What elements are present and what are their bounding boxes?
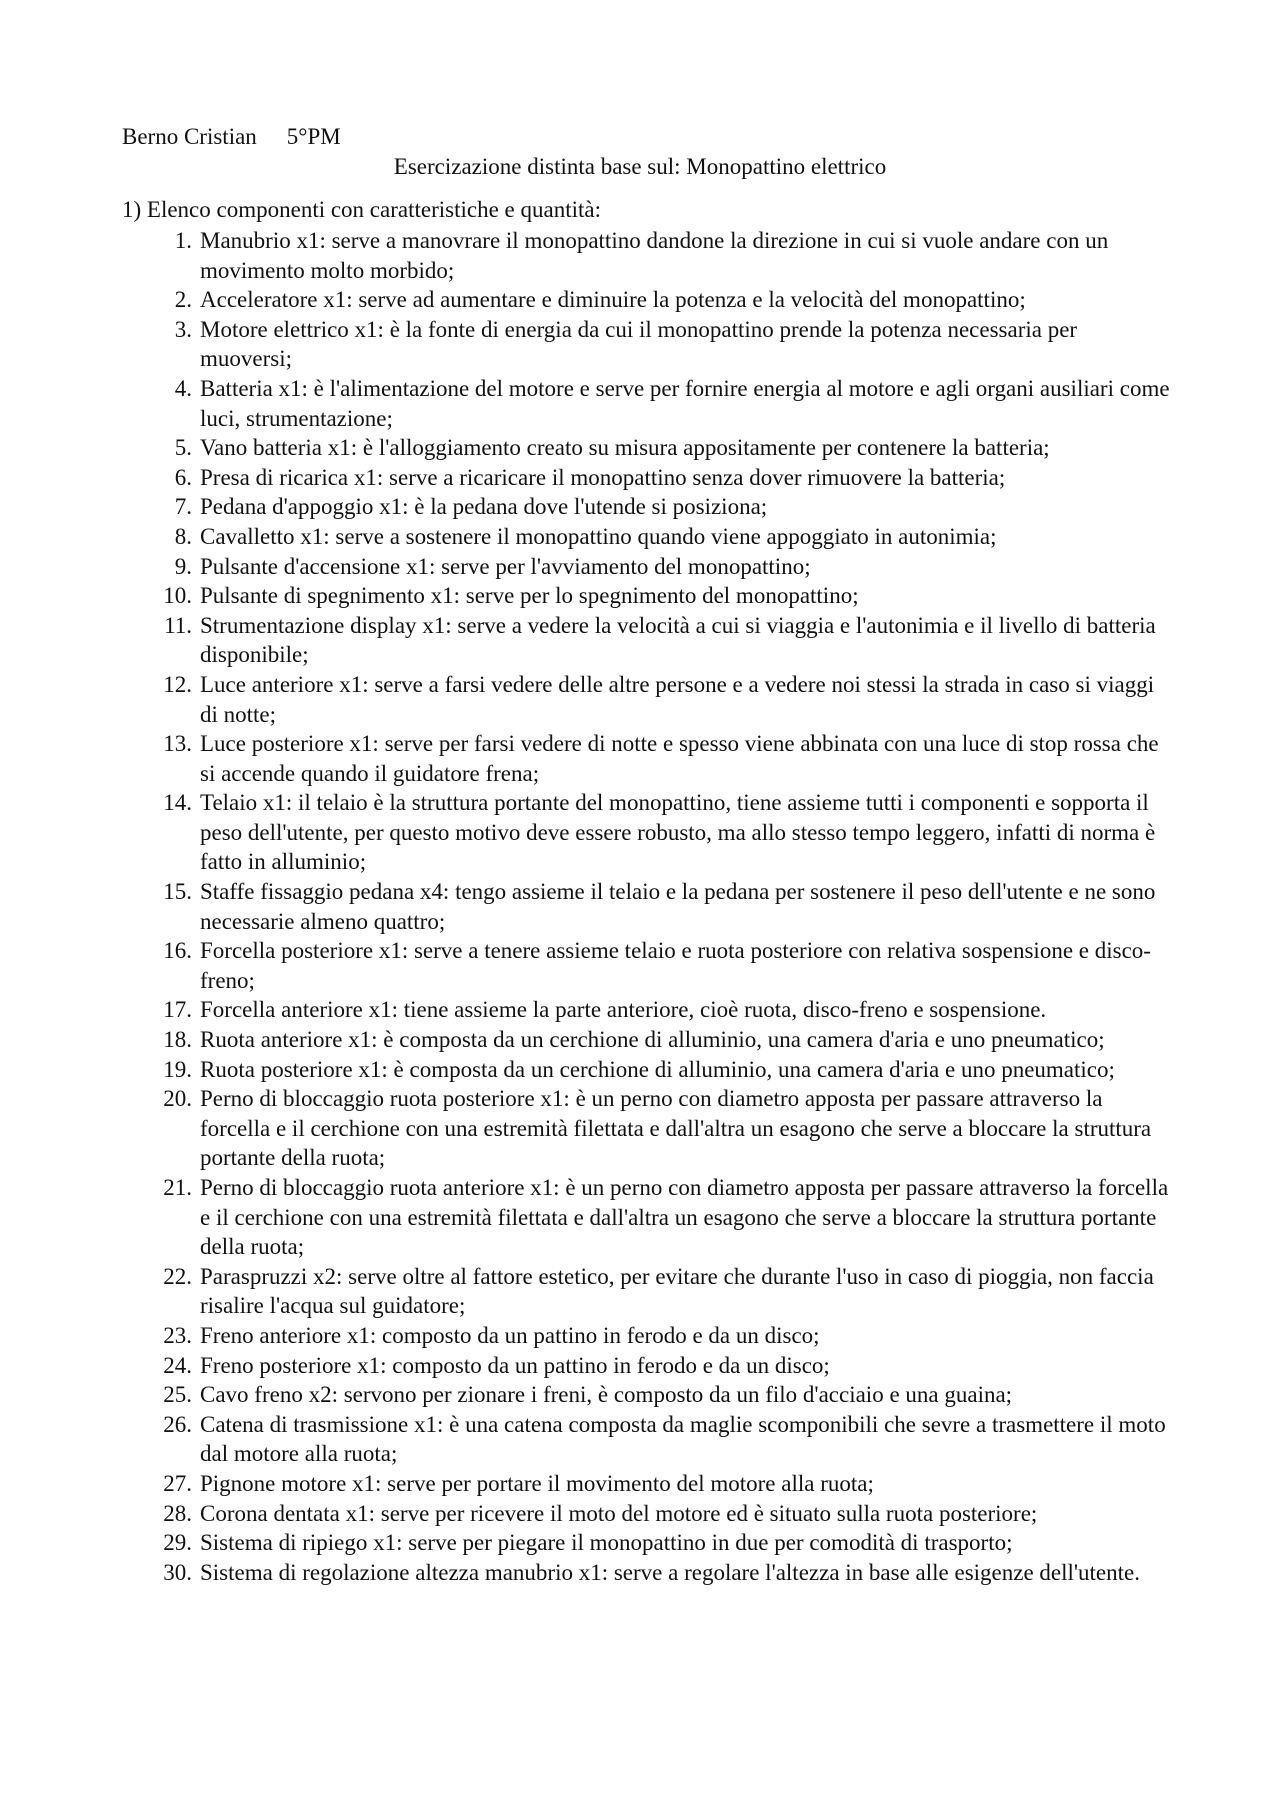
list-item-number: 6. — [174, 464, 192, 490]
list-item-number: 23. — [163, 1322, 192, 1348]
list-item-number: 12. — [163, 671, 192, 697]
list-item-number: 30. — [163, 1559, 192, 1585]
list-item-text: Cavo freno x2: servono per zionare i freni, è composto da un filo d'acciaio e una guaina; — [200, 1382, 1013, 1408]
list-item — [163, 995, 1170, 1025]
list-item-text: Ruota anteriore x1: è composta da un cerchione di alluminio, una camera d'aria e uno pneumatico; — [200, 1027, 1105, 1053]
list-item-text: Pedana d'appoggio x1: è la pedana dove l'utende si posiziona; — [200, 494, 768, 520]
list-item — [174, 492, 1170, 522]
list-item-number: 22. — [163, 1263, 192, 1289]
section-heading: 1) Elenco componenti con caratteristiche e quantità: — [122, 197, 601, 222]
list-item-number: 2. — [174, 287, 192, 313]
list-item-number: 27. — [163, 1470, 192, 1496]
list-item-text: Sistema di ripiego x1: serve per piegare il monopattino in due per comodità di trasporto; — [200, 1530, 1013, 1556]
document-title — [0, 152, 1280, 182]
list-item — [163, 1499, 1170, 1529]
list-item-number: 24. — [163, 1352, 192, 1378]
list-item-number: 19. — [163, 1056, 192, 1082]
list-item-text: Forcella anteriore x1: tiene assieme la parte anteriore, cioè ruota, disco-freno e sospensione. — [200, 997, 1047, 1023]
list-item — [163, 936, 1170, 995]
list-item — [163, 670, 1170, 729]
list-item — [174, 552, 1170, 582]
author-line — [122, 122, 341, 152]
list-item — [163, 1262, 1170, 1321]
list-item — [174, 522, 1170, 552]
class-label: 5°PM — [286, 124, 341, 149]
list-item-number: 13. — [163, 731, 192, 757]
list-item-number: 16. — [163, 938, 192, 964]
list-item — [163, 788, 1170, 877]
list-item — [163, 729, 1170, 788]
list-item-number: 3. — [174, 316, 192, 342]
list-item-number: 11. — [164, 612, 192, 638]
list-item-text: Catena di trasmissione x1: è una catena composta da maglie scomponibili che sevre a trasmettere il moto dal motore alla ruota; — [200, 1411, 1166, 1467]
list-item-number: 18. — [163, 1027, 192, 1053]
list-item-text: Freno posteriore x1: composto da un pattino in ferodo e da un disco; — [200, 1352, 830, 1378]
list-item-text: Luce anteriore x1: serve a farsi vedere delle altre persone e a vedere noi stessi la strada in caso si viaggi di notte; — [200, 671, 1155, 727]
list-item — [174, 285, 1170, 315]
list-item-text: Motore elettrico x1: è la fonte di energia da cui il monopattino prende la potenza necessaria per muoversi; — [200, 316, 1078, 372]
list-item-text: Strumentazione display x1: serve a vedere la velocità a cui si viaggia e l'autonimia e il livello di batteria disponibile; — [200, 612, 1156, 668]
list-item — [163, 581, 1170, 611]
list-item-number: 4. — [174, 375, 192, 401]
components-list — [163, 226, 1170, 1587]
list-item-text: Batteria x1: è l'alimentazione del motore e serve per fornire energia al motore e agli organi ausiliari come luci, strumentazione; — [200, 375, 1170, 431]
list-item-text: Staffe fissaggio pedana x4: tengo assieme il telaio e la pedana per sostenere il peso dell'utente e ne sono necessarie almeno quattro; — [200, 879, 1156, 934]
list-item-text: Pignone motore x1: serve per portare il movimento del motore alla ruota; — [200, 1470, 874, 1496]
list-item-number: 17. — [163, 997, 192, 1023]
list-item-text: Sistema di regolazione altezza manubrio x1: serve a regolare l'altezza in base alle esigenze dell'utente. — [200, 1559, 1140, 1585]
list-item — [163, 1084, 1170, 1173]
list-item — [163, 1528, 1170, 1558]
list-item-text: Acceleratore x1: serve ad aumentare e diminuire la potenza e la velocità del monopattino; — [200, 287, 1026, 313]
list-item-number: 10. — [163, 583, 192, 609]
list-item-number: 5. — [174, 435, 192, 461]
list-item-number: 28. — [163, 1500, 192, 1526]
list-item — [163, 1025, 1170, 1055]
list-item-number: 1. — [174, 228, 192, 253]
list-item-number: 29. — [163, 1530, 192, 1556]
list-item-number: 21. — [163, 1175, 192, 1200]
list-item — [174, 433, 1170, 463]
author-name: Berno Cristian — [122, 124, 257, 149]
list-item — [163, 877, 1170, 936]
list-item — [163, 1410, 1170, 1469]
list-item — [163, 1321, 1170, 1351]
list-item-number: 7. — [174, 494, 192, 520]
list-item-number: 14. — [163, 790, 192, 816]
list-item-text: Manubrio x1: serve a manovrare il monopattino dandone la direzione in cui si vuole andare con un movimento molto morbido; — [200, 228, 1109, 283]
list-item-number: 8. — [174, 523, 192, 549]
list-item — [174, 463, 1170, 493]
list-item-text: Pulsante d'accensione x1: serve per l'avviamento del monopattino; — [200, 553, 811, 579]
list-item — [163, 1173, 1170, 1262]
document-title-text: Esercizazione distinta base sul: Monopattino elettrico — [393, 154, 887, 179]
list-item-text: Telaio x1: il telaio è la struttura portante del monopattino, tiene assieme tutti i componenti e sopporta il peso dell'utente, per questo motivo deve essere robusto, ma allo stesso tempo leggero, infatti di norma è fatto in alluminio; — [200, 790, 1156, 875]
list-item-text: Ruota posteriore x1: è composta da un cerchione di alluminio, una camera d'aria e uno pneumatico; — [200, 1056, 1115, 1082]
list-item-text: Perno di bloccaggio ruota posteriore x1: è un perno con diametro apposta per passare attraverso la forcella e il cerchione con una estremità filettata e dall'altra un esagono che serve a bloccare la struttura portante della ruota; — [200, 1086, 1152, 1171]
list-item-text: Forcella posteriore x1: serve a tenere assieme telaio e ruota posteriore con relativa sospensione e disco-freno; — [200, 938, 1151, 993]
list-item — [163, 1558, 1170, 1588]
list-item-text: Corona dentata x1: serve per ricevere il moto del motore ed è situato sulla ruota posteriore; — [200, 1500, 1038, 1526]
list-item — [163, 1469, 1170, 1499]
list-item-number: 25. — [163, 1382, 192, 1408]
list-item — [163, 1055, 1170, 1085]
list-item-text: Cavalletto x1: serve a sostenere il monopattino quando viene appoggiato in autonimia; — [200, 523, 997, 549]
list-item — [174, 226, 1170, 285]
list-item — [174, 374, 1170, 433]
list-item-number: 9. — [174, 553, 192, 579]
list-item — [164, 611, 1170, 670]
list-item-text: Vano batteria x1: è l'alloggiamento creato su misura appositamente per contenere la batteria; — [200, 435, 1050, 461]
list-item — [163, 1380, 1170, 1410]
list-item — [163, 1351, 1170, 1381]
list-item — [174, 315, 1170, 374]
list-item-text: Pulsante di spegnimento x1: serve per lo spegnimento del monopattino; — [200, 583, 859, 609]
list-item-text: Luce posteriore x1: serve per farsi vedere di notte e spesso viene abbinata con una luce di stop rossa che si accende quando il guidatore frena; — [200, 731, 1159, 786]
list-item-text: Presa di ricarica x1: serve a ricaricare il monopattino senza dover rimuovere la batteria; — [200, 464, 1006, 490]
list-item-number: 15. — [163, 879, 192, 905]
list-item-text: Freno anteriore x1: composto da un pattino in ferodo e da un disco; — [200, 1322, 820, 1348]
list-item-text: Perno di bloccaggio ruota anteriore x1: è un perno con diametro apposta per passare attraverso la forcella e il cerchione con una estremità filettata e dall'altra un esagono che serve a bloccare la struttura portante della ruota; — [200, 1175, 1169, 1260]
list-item-text: Paraspruzzi x2: serve oltre al fattore estetico, per evitare che durante l'uso in caso di pioggia, non faccia risalire l'acqua sul guidatore; — [200, 1263, 1154, 1319]
list-item-number: 20. — [163, 1086, 192, 1112]
list-item-number: 26. — [163, 1411, 192, 1437]
